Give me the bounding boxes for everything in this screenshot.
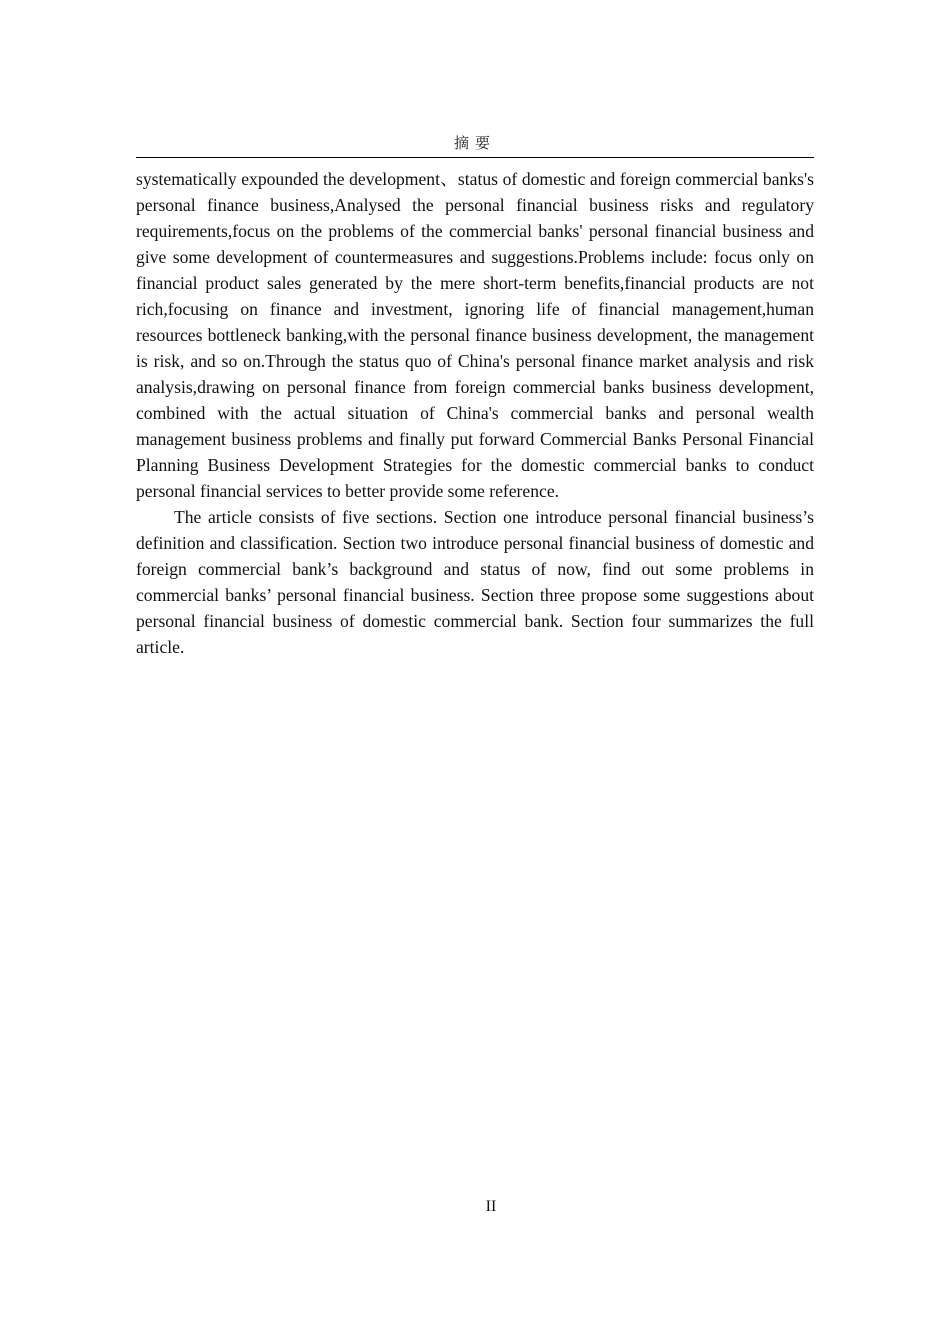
abstract-paragraph-1: systematically expounded the development、status of domestic and foreign commercial banks's personal finance business,Analysed the personal financial business risks and regulatory requirements,focus on the problems of the commercial banks' personal financial business and give some development of countermeasures and suggestions.Problems include: focus only on financial product sales generated by the mere short-term benefits,financial products are not rich,focusing on finance and investment, ignoring life of financial management,human resources bottleneck banking,with the personal finance business development, the management is risk, and so on.Through the status quo of China's personal finance market analysis and risk analysis,drawing on personal finance from foreign commercial banks business development, combined with the actual situation of China's commercial banks and personal wealth management business problems and finally put forward Commercial Banks Personal Financial Planning Business Development Strategies for the domestic commercial banks to conduct personal financial services to better provide some reference. — [136, 169, 814, 501]
abstract-paragraph-2: The article consists of five sections. Section one introduce personal financial business’s definition and classification. Section two introduce personal financial business of domestic and foreign commercial bank’s background and status of now, find out some problems in commercial banks’ personal financial business. Section three propose some suggestions about personal financial business of domestic commercial bank. Section four summarizes the full article. — [136, 507, 814, 657]
page-header — [136, 133, 814, 158]
page-number: II — [485, 1198, 497, 1215]
abstract-body — [136, 166, 814, 660]
header-title: 摘要 — [453, 134, 496, 152]
